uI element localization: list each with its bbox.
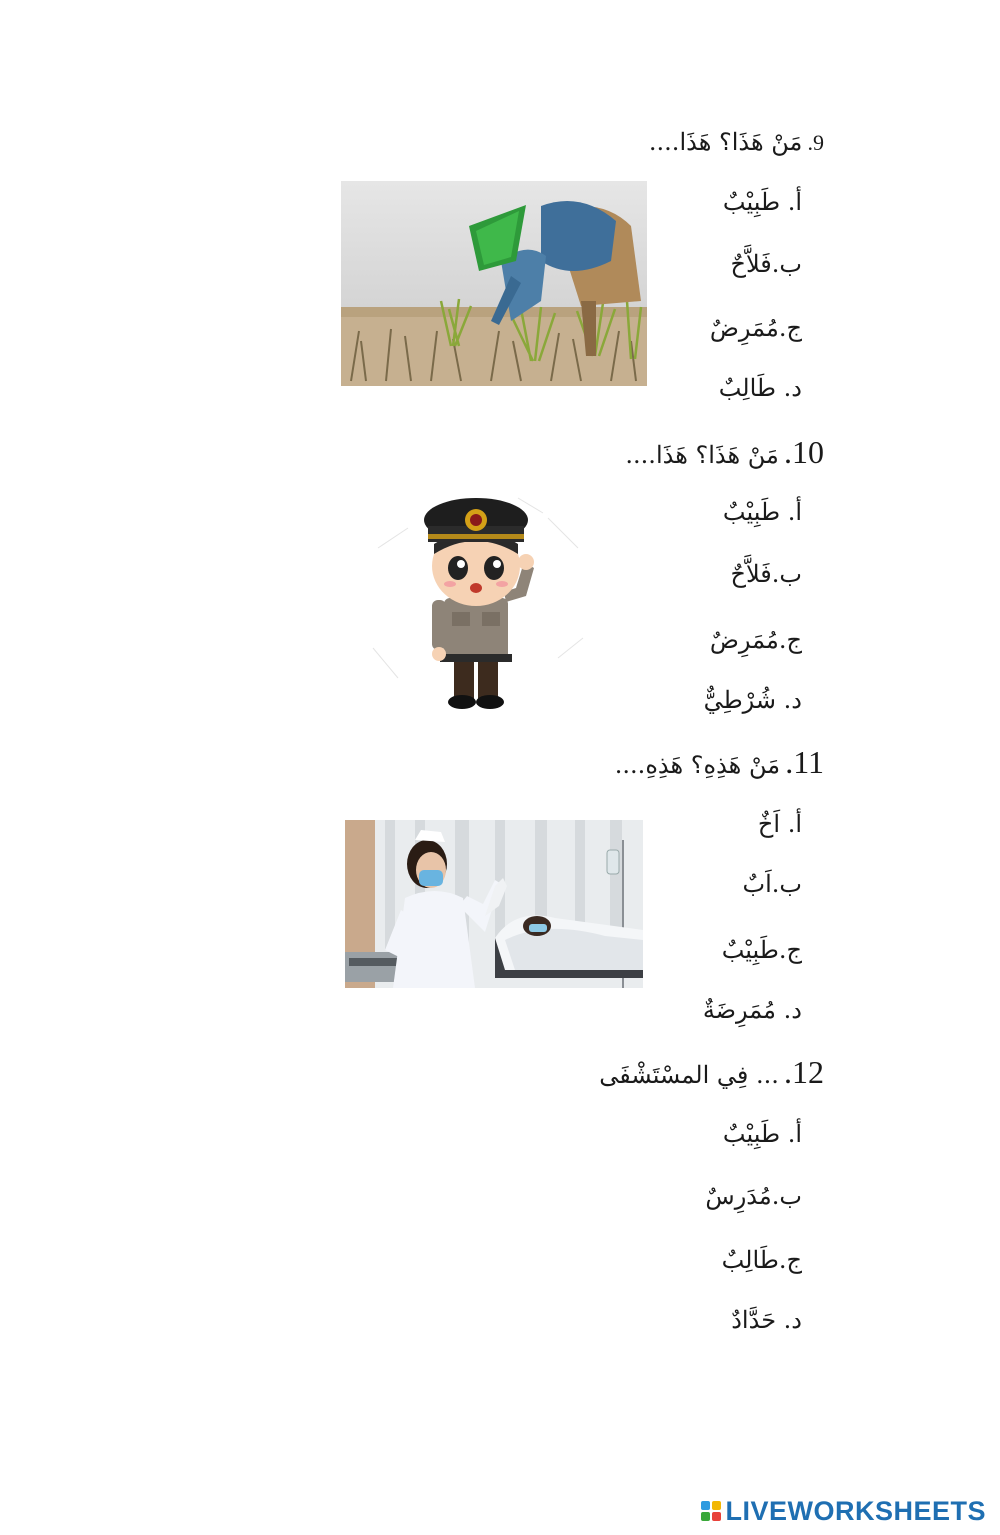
option-letter: د. bbox=[783, 374, 802, 402]
option-text: طَالِبٌ bbox=[721, 1246, 779, 1274]
option-10a[interactable] bbox=[652, 498, 802, 526]
option-letter: د. bbox=[783, 686, 802, 714]
option-letter: ج. bbox=[778, 626, 802, 654]
question-number: 10. bbox=[784, 434, 824, 470]
option-12c[interactable] bbox=[652, 1246, 802, 1274]
question-number: 9. bbox=[807, 130, 824, 155]
option-text: مُدَرِسٌ bbox=[705, 1182, 772, 1210]
option-letter: د. bbox=[783, 996, 802, 1024]
option-letter: أ. bbox=[787, 1120, 802, 1148]
option-letter: ب. bbox=[771, 560, 802, 588]
option-9a[interactable] bbox=[652, 188, 802, 216]
option-text: اَخٌ bbox=[757, 810, 781, 838]
option-9c[interactable] bbox=[652, 314, 802, 342]
option-text: شُرْطِيٌّ bbox=[703, 686, 777, 714]
option-11c[interactable] bbox=[652, 936, 802, 964]
option-text: مُمَرِضٌ bbox=[709, 314, 779, 342]
question-text: مَنْ هَذَا؟ هَذَا.... bbox=[625, 441, 779, 469]
option-11a[interactable] bbox=[652, 810, 802, 838]
option-text: طَبِيْبٌ bbox=[722, 1120, 781, 1148]
question-text: مَنْ هَذَا؟ هَذَا.... bbox=[648, 128, 803, 156]
option-11b[interactable] bbox=[652, 870, 802, 898]
option-12d[interactable] bbox=[652, 1306, 802, 1334]
logo-icon bbox=[701, 1501, 721, 1521]
liveworksheets-logo[interactable] bbox=[701, 1495, 986, 1527]
option-letter: أ. bbox=[787, 810, 802, 838]
option-12b[interactable] bbox=[652, 1182, 802, 1210]
option-letter: د. bbox=[783, 1306, 802, 1334]
option-10c[interactable] bbox=[652, 626, 802, 654]
option-9d[interactable] bbox=[652, 374, 802, 402]
option-text: فَلاَّحٌ bbox=[730, 250, 772, 278]
question-12 bbox=[599, 1054, 824, 1091]
option-10b[interactable] bbox=[652, 560, 802, 588]
option-letter: ج. bbox=[778, 1246, 802, 1274]
option-letter: ج. bbox=[778, 314, 802, 342]
question-number: 11. bbox=[785, 744, 824, 780]
option-letter: ج. bbox=[778, 936, 802, 964]
option-letter: أ. bbox=[787, 498, 802, 526]
option-10d[interactable] bbox=[652, 686, 802, 714]
question-11 bbox=[615, 744, 824, 781]
question-text: مَنْ هَذِهِ؟ هَذِهِ.... bbox=[614, 751, 781, 779]
nurse-image bbox=[345, 820, 643, 988]
option-12a[interactable] bbox=[652, 1120, 802, 1148]
option-letter: ب. bbox=[771, 870, 802, 898]
question-text: ... فِي المسْتَشْفَى bbox=[599, 1061, 779, 1089]
option-text: طَبِيْبٌ bbox=[722, 498, 781, 526]
question-10 bbox=[625, 434, 824, 471]
option-text: طَبِيْبٌ bbox=[722, 188, 781, 216]
option-text: طَبِيْبٌ bbox=[721, 936, 779, 964]
question-number: 12. bbox=[784, 1054, 824, 1090]
brand-name: LIVEWORKSHEETS bbox=[725, 1495, 986, 1526]
police-officer-image bbox=[368, 488, 590, 714]
question-9 bbox=[649, 128, 824, 156]
option-11d[interactable] bbox=[652, 996, 802, 1024]
option-text: مُمَرِضَةٌ bbox=[702, 996, 777, 1024]
option-letter: أ. bbox=[787, 188, 802, 216]
option-9b[interactable] bbox=[652, 250, 802, 278]
option-text: حَدَّادٌ bbox=[731, 1306, 777, 1334]
option-text: اَبٌ bbox=[742, 870, 772, 898]
option-letter: ب. bbox=[771, 1182, 802, 1210]
option-text: مُمَرِضٌ bbox=[709, 626, 779, 654]
option-letter: ب. bbox=[771, 250, 802, 278]
option-text: طَالِبٌ bbox=[718, 374, 777, 402]
farmer-image bbox=[341, 181, 647, 386]
option-text: فَلاَّحٌ bbox=[730, 560, 772, 588]
